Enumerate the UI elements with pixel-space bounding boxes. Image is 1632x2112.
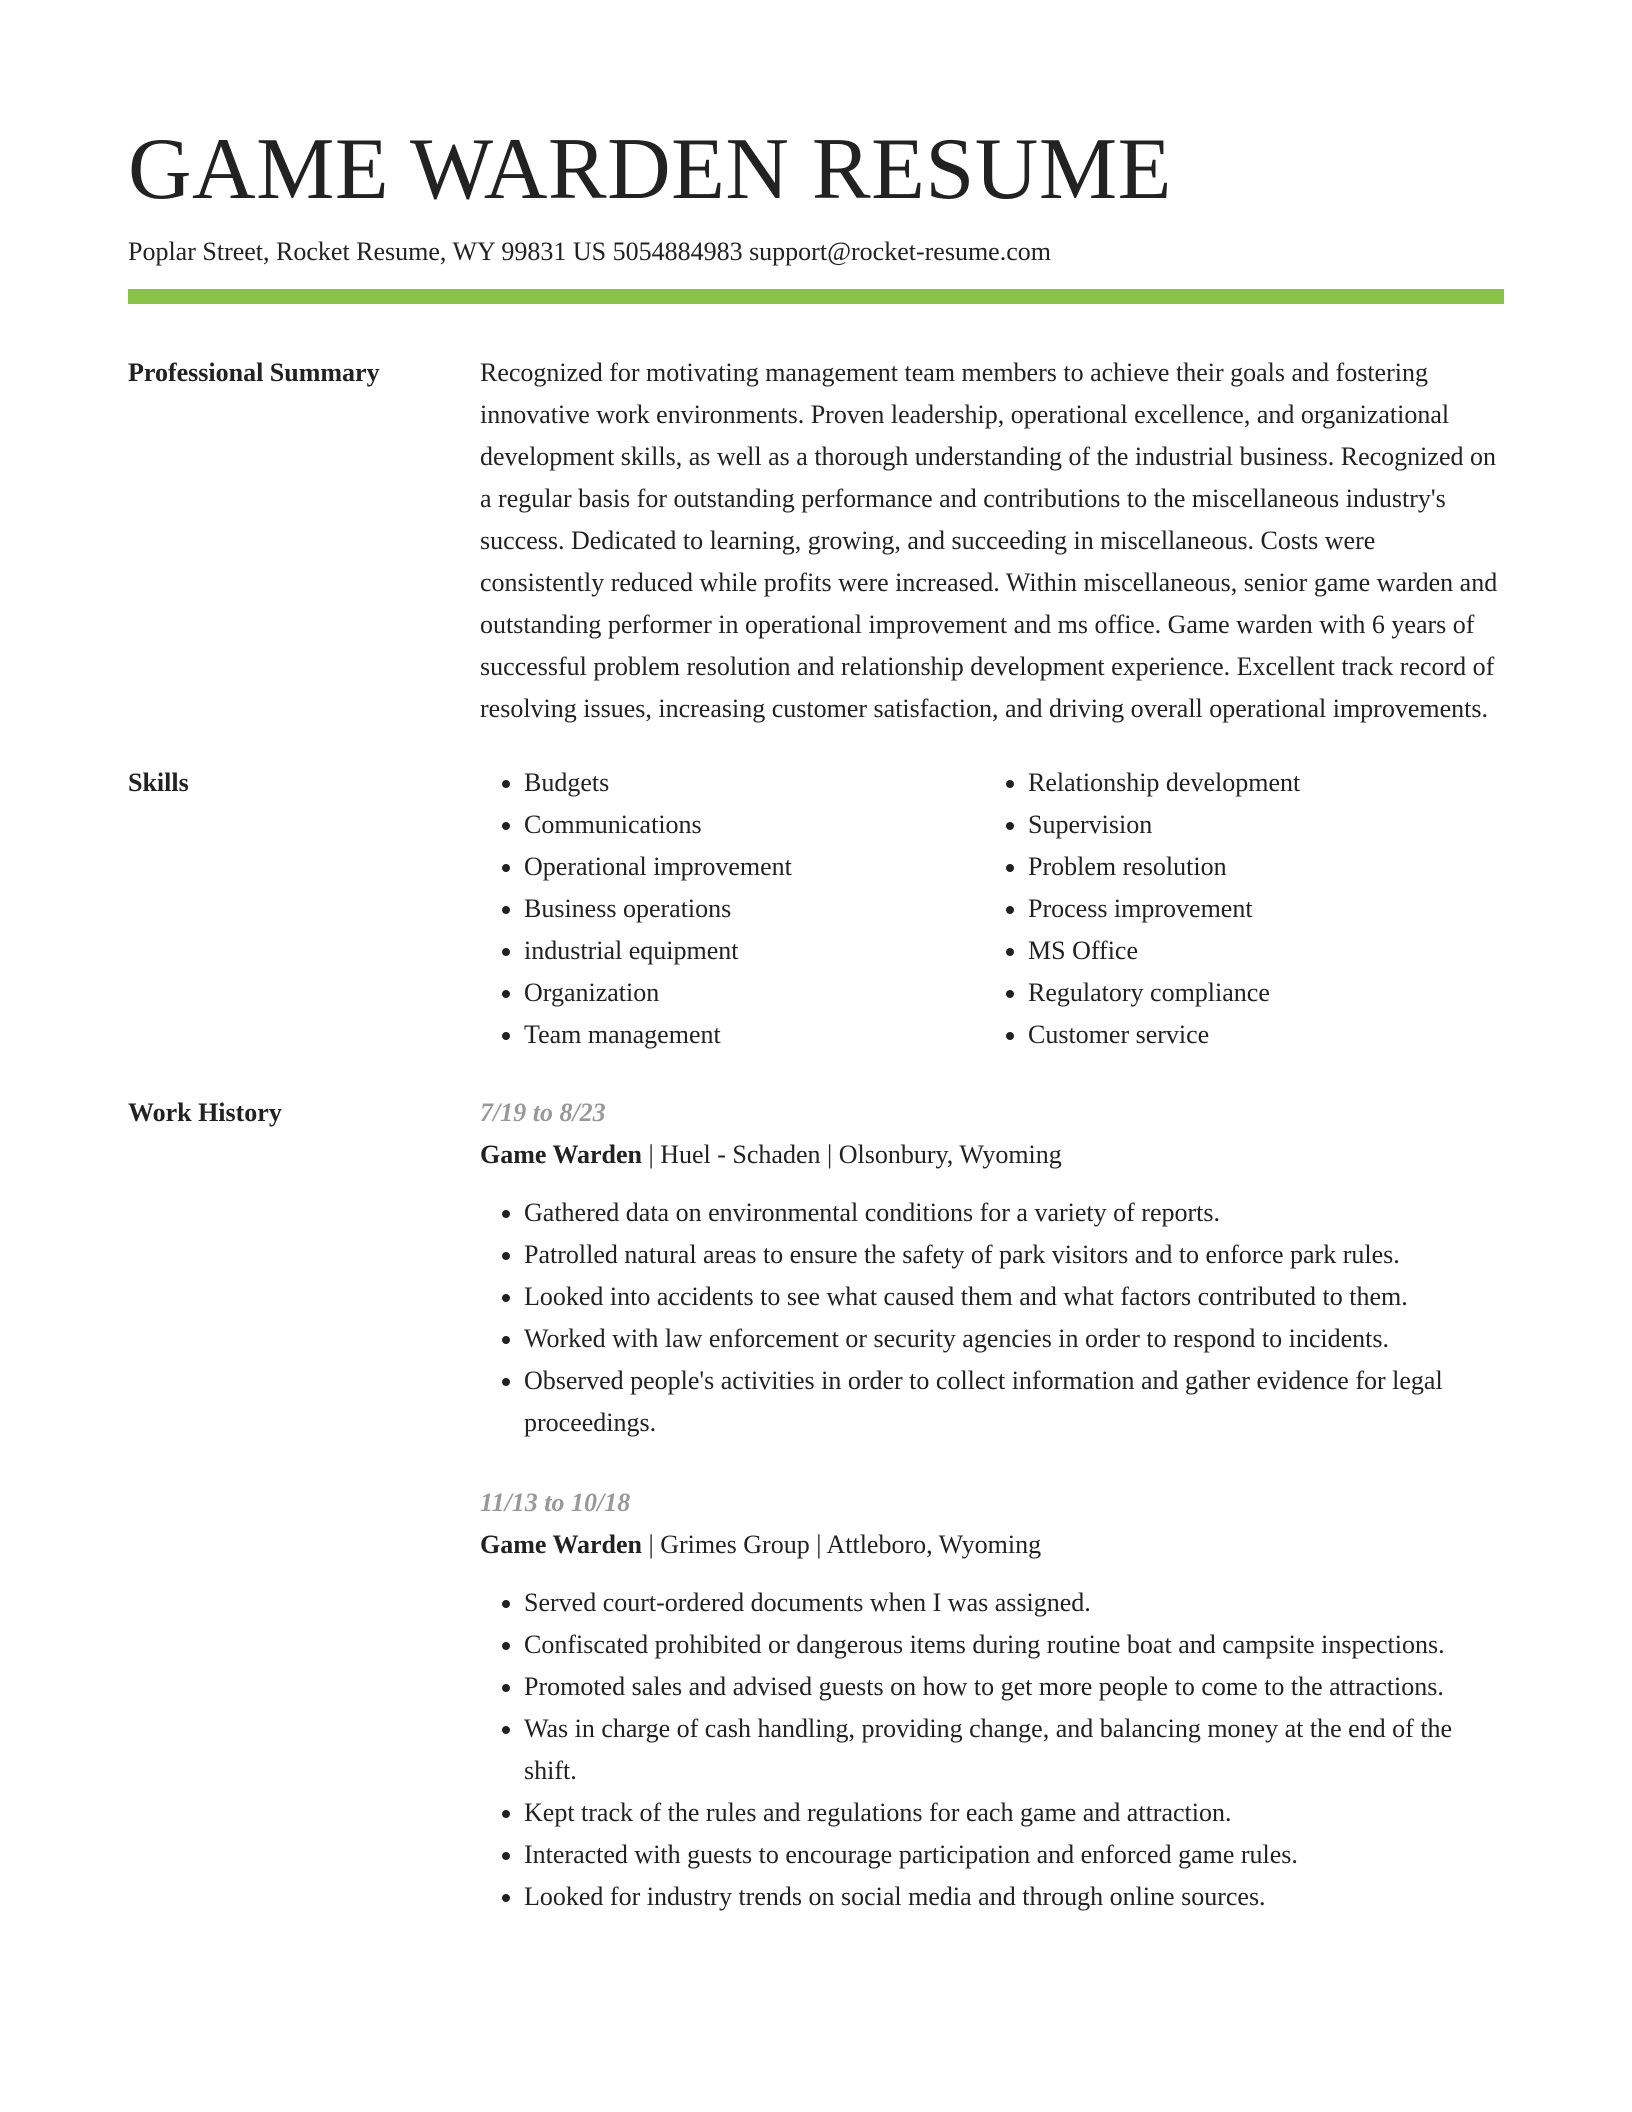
- list-item: • Looked for industry trends on social media and through online sources.: [524, 1876, 1504, 1918]
- skills-section: [128, 762, 1504, 1056]
- work-history-section: [128, 1092, 1504, 1956]
- job-entry: [480, 1482, 1504, 1918]
- list-item: • Served court-ordered documents when I was assigned.: [524, 1582, 1504, 1624]
- job-entry: [480, 1092, 1504, 1444]
- list-item: • Customer service: [1028, 1014, 1488, 1056]
- list-item: • Business operations: [524, 888, 984, 930]
- job-employer-location: | Grimes Group | Attleboro, Wyoming: [642, 1530, 1042, 1559]
- summary-section: [128, 352, 1504, 730]
- job-employer-location: | Huel - Schaden | Olsonbury, Wyoming: [642, 1140, 1062, 1169]
- list-item: • Team management: [524, 1014, 984, 1056]
- list-item: • Looked into accidents to see what caused them and what factors contributed to them.: [524, 1276, 1504, 1318]
- list-item: • MS Office: [1028, 930, 1488, 972]
- work-history-heading: Work History: [128, 1098, 282, 1127]
- job-title: Game Warden: [480, 1140, 643, 1169]
- list-item: • Problem resolution: [1028, 846, 1488, 888]
- skills-heading: Skills: [128, 768, 189, 797]
- list-item: • Kept track of the rules and regulations for each game and attraction.: [524, 1792, 1504, 1834]
- summary-heading: Professional Summary: [128, 358, 380, 387]
- list-item: • Confiscated prohibited or dangerous items during routine boat and campsite inspections.: [524, 1624, 1504, 1666]
- contact-address: Poplar Street, Rocket Resume, WY 99831 US: [128, 237, 607, 266]
- list-item: • Gathered data on environmental conditions for a variety of reports.: [524, 1192, 1504, 1234]
- contact-email: support@rocket-resume.com: [749, 237, 1051, 266]
- list-item: • industrial equipment: [524, 930, 984, 972]
- contact-line: [128, 234, 1504, 270]
- list-item: • Was in charge of cash handling, providing change, and balancing money at the end of the shift.: [524, 1708, 1504, 1792]
- job-title-line: [480, 1524, 1504, 1566]
- skills-list-right: [984, 762, 1488, 1056]
- job-dates: 7/19 to 8/23: [480, 1098, 606, 1127]
- header-divider: [128, 289, 1504, 304]
- resume-title: GAME WARDEN RESUME: [128, 121, 1172, 218]
- skills-list-left: [480, 762, 984, 1056]
- list-item: • Interacted with guests to encourage participation and enforced game rules.: [524, 1834, 1504, 1876]
- list-item: • Worked with law enforcement or security agencies in order to respond to incidents.: [524, 1318, 1504, 1360]
- job-dates: 11/13 to 10/18: [480, 1488, 631, 1517]
- list-item: • Observed people's activities in order to collect information and gather evidence for legal proceedings.: [524, 1360, 1504, 1444]
- list-item: • Patrolled natural areas to ensure the safety of park visitors and to enforce park rules.: [524, 1234, 1504, 1276]
- job-bullets: [480, 1582, 1504, 1918]
- list-item: • Regulatory compliance: [1028, 972, 1488, 1014]
- resume-page: [128, 118, 1504, 1956]
- list-item: • Process improvement: [1028, 888, 1488, 930]
- jobs-list: [480, 1092, 1504, 1956]
- list-item: • Supervision: [1028, 804, 1488, 846]
- job-bullets: [480, 1192, 1504, 1444]
- list-item: • Organization: [524, 972, 984, 1014]
- list-item: • Relationship development: [1028, 762, 1488, 804]
- list-item: • Promoted sales and advised guests on how to get more people to come to the attractions.: [524, 1666, 1504, 1708]
- job-title-line: [480, 1134, 1504, 1176]
- list-item: • Communications: [524, 804, 984, 846]
- summary-text: Recognized for motivating management team members to achieve their goals and fostering innovative work environments. Proven leadership, operational excellence, and organizational development skills, as well as a thorough understanding of the industrial business. Recognized on a regular basis for outstanding performance and contributions to the miscellaneous industry's success. Dedicated to learning, growing, and succeeding in miscellaneous. Costs were consistently reduced while profits were increased. Within miscellaneous, senior game warden and outstanding performer in operational improvement and ms office. Game warden with 6 years of successful problem resolution and relationship development experience. Excellent track record of resolving issues, increasing customer satisfaction, and driving overall operational improvements.: [480, 358, 1498, 723]
- list-item: • Operational improvement: [524, 846, 984, 888]
- job-title: Game Warden: [480, 1530, 643, 1559]
- list-item: • Budgets: [524, 762, 984, 804]
- contact-phone: 5054884983: [612, 237, 743, 266]
